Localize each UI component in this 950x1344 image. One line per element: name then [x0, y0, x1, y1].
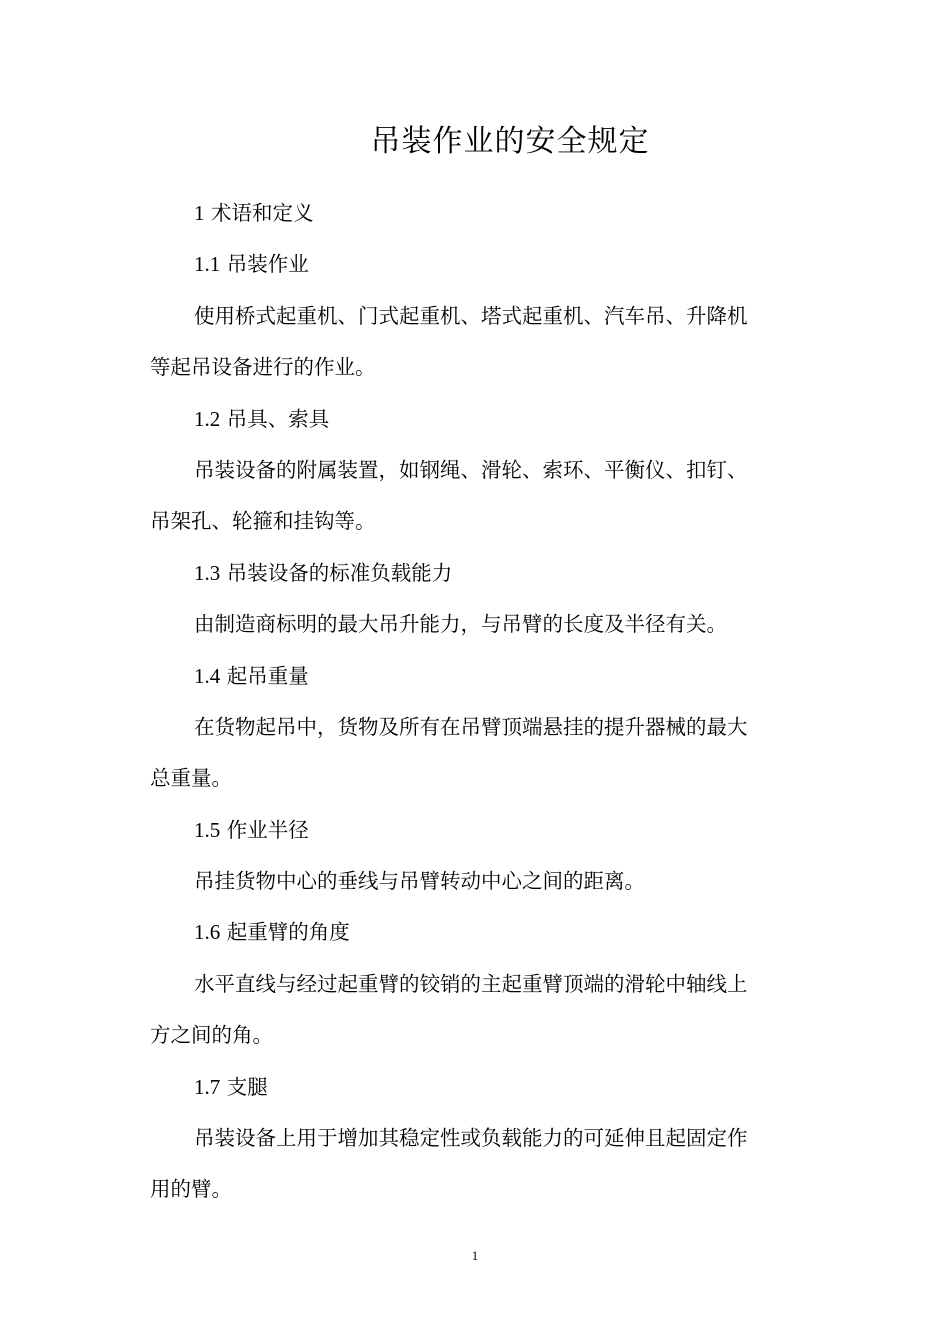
section-heading-1-4 [150, 651, 800, 702]
section-label: 支腿 [226, 1074, 268, 1099]
section-label: 起吊重量 [226, 663, 309, 688]
definition-text-continued: 等起吊设备进行的作业。 [150, 355, 376, 380]
document-title: 吊装作业的安全规定 [370, 124, 650, 159]
section-number: 1 [194, 201, 205, 225]
page-number: 1 [471, 1248, 479, 1263]
definition-text-continued: 总重量。 [150, 766, 232, 791]
section-heading-1-2 [150, 394, 800, 445]
section-heading-1-5 [150, 805, 800, 856]
definition-text: 使用桥式起重机、门式起重机、塔式起重机、汽车吊、升降机 [194, 303, 748, 328]
definition-text-continued: 方之间的角。 [150, 1023, 273, 1048]
section-label: 作业半径 [226, 817, 309, 842]
section-number: 1.6 [194, 920, 221, 945]
section-label: 吊装设备的标准负载能力 [226, 560, 453, 585]
section-label: 起重臂的角度 [226, 920, 350, 945]
section-label: 吊具、索具 [226, 406, 330, 431]
section-heading-1-1 [150, 239, 800, 290]
definition-text: 吊装设备上用于增加其稳定性或负载能力的可延伸且起固定作 [194, 1126, 748, 1151]
document-body [150, 188, 800, 1216]
section-number: 1.4 [194, 663, 221, 688]
definition-text: 在货物起吊中，货物及所有在吊臂顶端悬挂的提升器械的最大 [194, 714, 748, 739]
definition-text: 水平直线与经过起重臂的铰销的主起重臂顶端的滑轮中轴线上 [194, 971, 748, 996]
section-number: 1.3 [194, 560, 221, 585]
section-heading-1-7 [150, 1062, 800, 1113]
section-label: 术语和定义 [211, 201, 314, 225]
section-number: 1.7 [194, 1074, 221, 1099]
section-number: 1.1 [194, 252, 221, 277]
definition-text-continued: 吊架孔、轮箍和挂钩等。 [150, 509, 376, 534]
section-heading-1 [150, 188, 800, 239]
section-number: 1.2 [194, 406, 221, 431]
section-number: 1.5 [194, 817, 221, 842]
section-heading-1-6 [150, 907, 800, 958]
definition-text: 吊装设备的附属装置，如钢绳、滑轮、索环、平衡仪、扣钉、 [194, 457, 748, 482]
section-label: 吊装作业 [226, 252, 309, 277]
definition-text-continued: 用的臂。 [150, 1177, 232, 1202]
section-heading-1-3 [150, 548, 800, 599]
definition-text: 由制造商标明的最大吊升能力，与吊臂的长度及半径有关。 [194, 612, 727, 637]
definition-text: 吊挂货物中心的垂线与吊臂转动中心之间的距离。 [194, 869, 645, 894]
